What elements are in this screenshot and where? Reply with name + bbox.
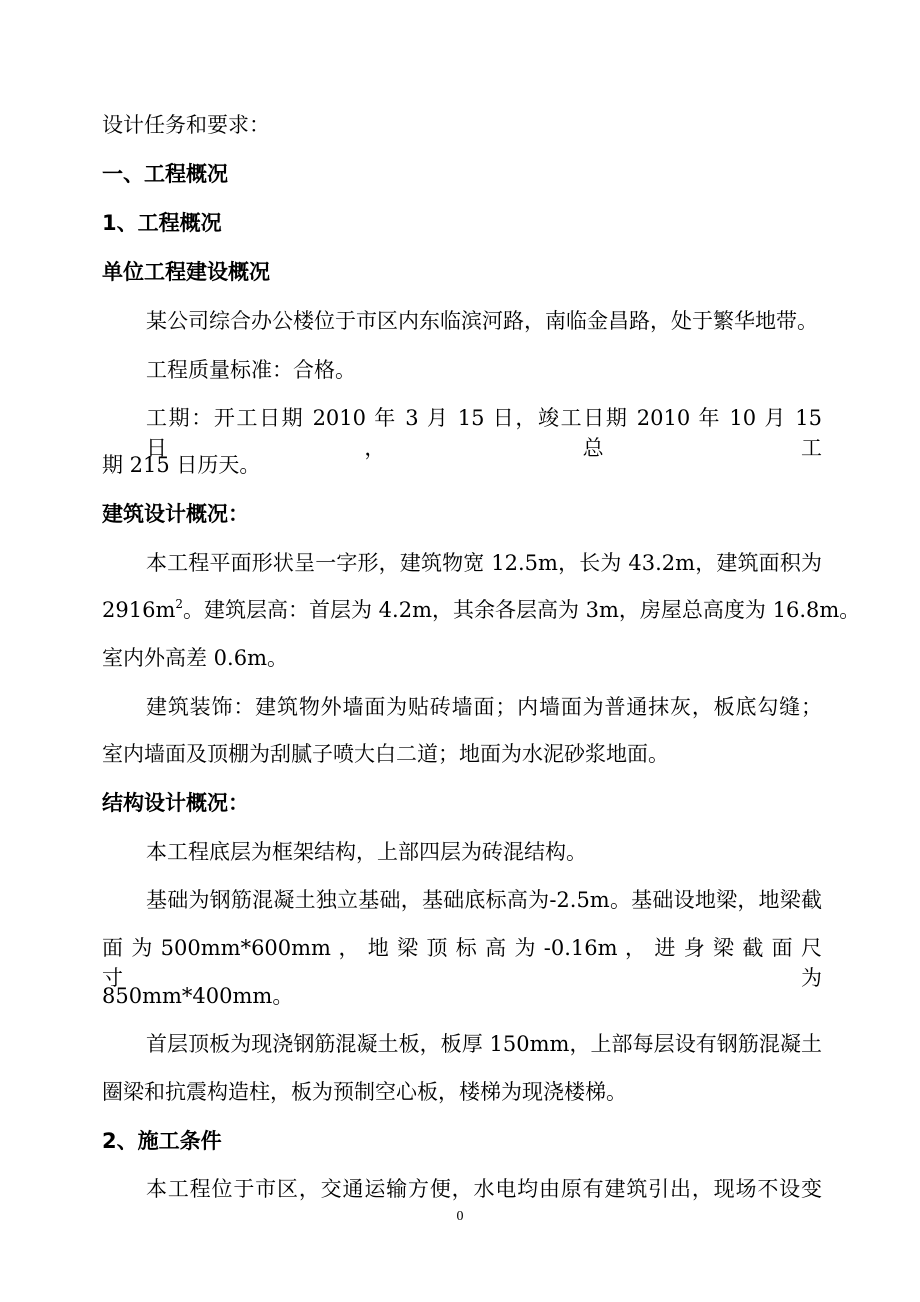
paragraph-location: 某公司综合办公楼位于市区内东临滨河路，南临金昌路，处于繁华地带。 [146, 309, 818, 333]
paragraph-conditions-line-1: 本工程位于市区，交通运输方便，水电均由原有建筑引出，现场不设变 [146, 1177, 822, 1201]
page-number: 0 [456, 1209, 464, 1224]
paragraph-slab-line-2: 圈梁和抗震构造柱，板为预制空心板，楼梯为现浇楼梯。 [102, 1080, 627, 1104]
paragraph-decoration-line-1: 建筑装饰：建筑物外墙面为贴砖墙面；内墙面为普通抹灰，板底勾缝； [146, 695, 822, 719]
heading-structure: 结构设计概况： [102, 791, 249, 815]
section-heading: 一、工程概况 [102, 162, 228, 186]
paragraph-quality: 工程质量标准：合格。 [146, 358, 356, 382]
heading-unit-overview: 单位工程建设概况 [102, 260, 270, 284]
area-value: 2916m [102, 598, 176, 622]
subsection-heading-conditions: 2、施工条件 [102, 1129, 222, 1153]
paragraph-structure: 本工程底层为框架结构，上部四层为砖混结构。 [146, 840, 587, 864]
paragraph-architecture-line-1: 本工程平面形状呈一字形，建筑物宽 12.5m，长为 43.2m，建筑面积为 [146, 551, 822, 575]
paragraph-duration-line-2: 期 215 日历天。 [102, 453, 261, 477]
paragraph-duration-line-1: 工期：开工日期 2010 年 3 月 15 日，竣工日期 2010 年 10 月 15 日，总工 [146, 406, 822, 460]
paragraph-foundation-line-2: 面 为 500mm*600mm ， 地 梁 顶 标 高 为 -0.16m ， 进 身 梁 截 面 尺 寸 为 [102, 936, 822, 990]
height-text: 。建筑层高：首层为 4.2m，其余各层高为 3m，房屋总高度为 16.8m。 [183, 598, 861, 622]
subsection-heading: 1、工程概况 [102, 211, 222, 235]
paragraph-architecture-line-2 [102, 595, 861, 625]
area-unit-superscript: 2 [175, 597, 183, 611]
paragraph-decoration-line-2: 室内墙面及顶棚为刮腻子喷大白二道；地面为水泥砂浆地面。 [102, 742, 669, 766]
paragraph-architecture-line-3: 室内外高差 0.6m。 [102, 646, 288, 670]
paragraph-foundation-line-1: 基础为钢筋混凝土独立基础，基础底标高为-2.5m。基础设地梁，地梁截 [146, 888, 822, 912]
paragraph-foundation-line-3: 850mm*400mm。 [102, 984, 294, 1008]
heading-architecture: 建筑设计概况： [102, 502, 249, 526]
paragraph-slab-line-1: 首层顶板为现浇钢筋混凝土板，板厚 150mm，上部每层设有钢筋混凝土 [146, 1032, 822, 1056]
intro-text: 设计任务和要求： [102, 113, 270, 137]
